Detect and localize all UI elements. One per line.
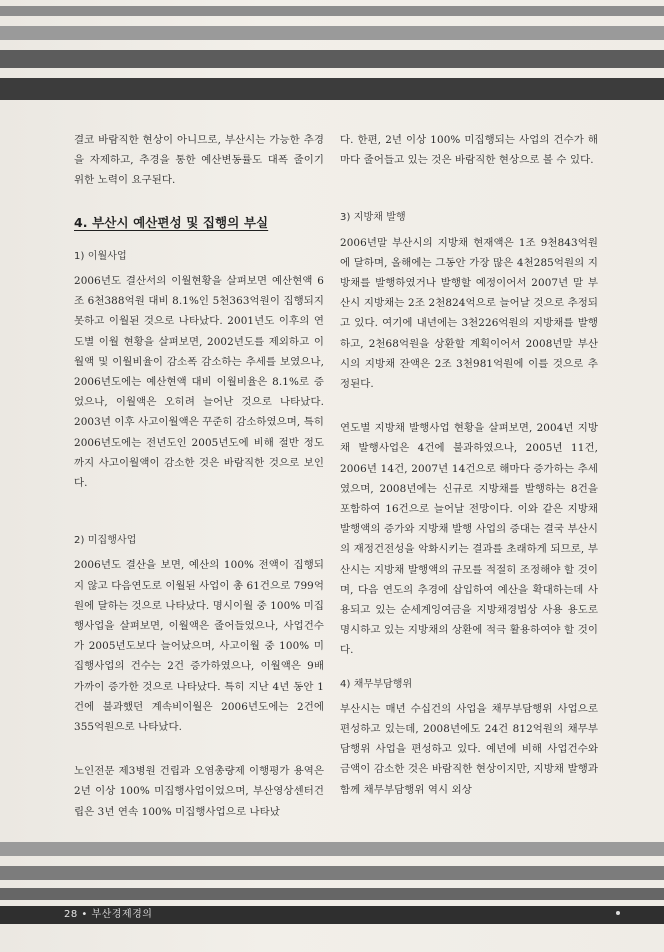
paragraph: 다. 한편, 2년 이상 100% 미집행되는 사업의 건수가 해마다 줄어들고 있는 것은 바람직한 현상으로 볼 수 있다. (340, 134, 598, 167)
header-stripe (0, 26, 664, 40)
footer-stripe (0, 842, 664, 856)
section-title: 4. 부산시 예산편성 및 집행의 부실 (74, 214, 269, 230)
footer-stripe (0, 866, 664, 880)
page-number-label: 28 • 부산경제경의 (64, 909, 153, 920)
paragraph: 노인전문 제3병원 건립과 오염총량제 이행평가 용역은 2년 이상 100% 미집행사업이었으며, 부산영상센터건립은 3년 연속 100% 미집행사업으로 나타났 (74, 765, 324, 818)
subsection-title: 3) 지방채 발행 (340, 212, 406, 224)
header-stripe (0, 78, 664, 100)
paragraph: 2006년말 부산시의 지방채 현재액은 1조 9천843억원에 달하며, 올해에는 그동안 가장 많은 4천285억원의 지방채를 발행하였거나 발행할 예정이어서 2007년 말 부산시 지방채는 2조 2천824억으로 늘어날 것으로 추정되고 있다. 여기에 내년에는 3천226억원의 지방채를 발행하고, 2천68억원을 상환할 계획이어서 2008년말 부산시의 지방채 잔액은 2조 3천981억원에 이를 것으로 추정된다. (340, 236, 598, 391)
subsection-title: 2) 미집행사업 (74, 535, 137, 547)
intro-paragraph: 결코 바람직한 현상이 아니므로, 부산시는 가능한 추경을 자제하고, 추경을 통한 예산변동률도 대폭 줄이기 위한 노력이 요구된다. (74, 134, 324, 187)
paragraph: 연도별 지방채 발행사업 현황을 살펴보면, 2004년 지방채 발행사업은 4건에 불과하였으나, 2005년 11건, 2006년 14건, 2007년 14건으로 해마다 증가하는 추세였으며, 2008년에는 신규로 지방채를 발행하는 8건을 포함하여 16건으로 늘어날 전망이다. 이와 같은 지방채 발행액의 증가와 지방채 발행 사업의 증대는 결국 부산시의 재정건전성을 악화시키는 결과를 초래하게 되므로, 부산시는 지방채 발행액의 규모를 적절히 조정해야 할 것이며, 다음 연도의 추경에 삽입하여 예산을 확대하는데 사용되고 있는 순세계잉여금을 지방채경법상 사용 용도로 명시하고 있는 지방채의 상환에 적극 활용하여야 할 것이다. (340, 422, 598, 657)
paragraph: 2006년도 결산서의 이월현황을 살펴보면 예산현액 6조 6천388억원 대비 8.1%인 5천363억원이 집행되지 못하고 이월된 것으로 나타났다. 2001년도 이후의 연도별 이월 현황을 살펴보면, 2002년도를 제외하고 이월액 및 이월비율이 감소폭 감소하는 추세를 보였으나, 2006년도에는 예산현액 대비 이월비율은 8.1%로 증었으나, 이월액은 오히려 늘어난 것으로 나타났다. 2003년 이후 사고이월액은 꾸준히 감소하였으며, 특히 2006년도에는 전년도인 2005년도에 비해 절반 정도까지 사고이월액이 감소한 것은 바람직한 것으로 보인다. (74, 275, 325, 490)
header-stripe (0, 50, 664, 68)
subsection-title: 4) 채무부담행위 (340, 678, 413, 690)
footer-stripe (0, 888, 664, 900)
left-column (74, 130, 324, 832)
right-column (340, 130, 598, 810)
paragraph: 부산시는 매년 수십건의 사업을 채무부담행위 사업으로 편성하고 있는데, 2008년에도 24건 812억원의 채무부담행위 사업을 편성하고 있다. 예년에 비해 사업건수와 금액이 감소한 것은 바람직한 현상이지만, 지방채 발행과 함께 채무부담행위 역시 외상 (340, 702, 598, 796)
header-stripe (0, 6, 664, 16)
subsection-title: 1) 이월사업 (74, 250, 127, 262)
paragraph: 2006년도 결산을 보면, 예산의 100% 전액이 집행되지 않고 다음연도로 이월된 사업이 총 61건으로 799억원에 달하는 것으로 나타났다. 명시이월 중 100% 미집행사업을 살펴보면, 이월액은 줄어들었으나, 사업건수가 2005년도보다 늘어났으며, 사고이월 중 100% 미집행사업의 건수는 2건 증가하였으나, 이월액은 9배 가까이 증가한 것으로 나타났다. 특히 지난 4년 동안 1건에 불과했던 계속비이월은 2006년도에는 2건에 355억원으로 나타났다. (74, 559, 324, 734)
bullet-dot-icon (616, 911, 620, 915)
